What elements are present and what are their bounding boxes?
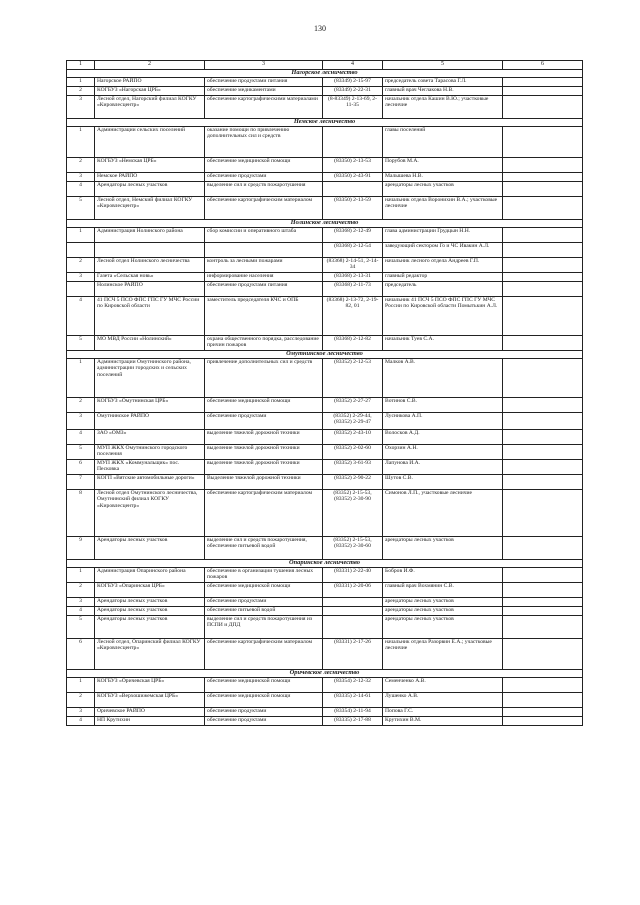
notes-cell xyxy=(503,359,583,398)
header-col-1: 1 xyxy=(67,61,95,70)
notes-cell xyxy=(503,445,583,460)
function-cell: контроль за лесными пожарами xyxy=(205,258,323,273)
phone-cell: (83350) 2-13-53 xyxy=(323,158,383,173)
section-header-row xyxy=(67,220,583,228)
section-header-row xyxy=(67,70,583,78)
organization-cell: Лесной отдел, Немский филиал КОГКУ «Кировлесцентр» xyxy=(95,197,205,220)
function-cell: обеспечение картографическим материалом xyxy=(205,197,323,220)
function-cell: сбор комиссии и оперативного штаба xyxy=(205,228,323,243)
function-cell: выделение сил и средств пожаротушения из ПСПИ и ДПД xyxy=(205,616,323,639)
header-col-4: 4 xyxy=(323,61,383,70)
function-cell: обеспечение продуктами xyxy=(205,717,323,726)
table-header xyxy=(67,61,583,70)
row-number-cell: 5 xyxy=(67,616,95,639)
notes-cell xyxy=(503,273,583,282)
organization-cell: Арендаторы лесных участков xyxy=(95,616,205,639)
table-row xyxy=(67,568,583,583)
phone-cell: (83331) 2-22-40 xyxy=(323,568,383,583)
notes-cell xyxy=(503,78,583,87)
organization-cell: МУП ЖКХ «Коммунальщик» пос. Песковка xyxy=(95,460,205,475)
contact-person-cell: председатель совета Тарасова Г.Л. xyxy=(383,78,503,87)
phone-cell: (83352) 3-61-93 xyxy=(323,460,383,475)
row-number-cell: 3 xyxy=(67,708,95,717)
table-row xyxy=(67,583,583,598)
organization-cell: Лесной отдел, Нагорский филиал КОГКУ «Кировлесцентр» xyxy=(95,96,205,119)
notes-cell xyxy=(503,583,583,598)
organization-cell: Лесной отдел Омутнинского лесничества, Омутнинский филиал КОГКУ «Кировлесцентр» xyxy=(95,490,205,537)
phone-cell xyxy=(323,182,383,197)
contact-person-cell: Попова Г.С. xyxy=(383,708,503,717)
notes-cell xyxy=(503,708,583,717)
contact-person-cell: Шутов С.В. xyxy=(383,475,503,490)
contact-person-cell: Охорзин А.Н. xyxy=(383,445,503,460)
notes-cell xyxy=(503,693,583,708)
notes-cell xyxy=(503,336,583,351)
notes-cell xyxy=(503,228,583,243)
phone-cell: (83335) 2-17-88 xyxy=(323,717,383,726)
function-cell: привлечение дополнительных сил и средств xyxy=(205,359,323,398)
organization-cell: МУП ЖКХ Омутнинского городского поселения xyxy=(95,445,205,460)
phone-cell: (83331) 2-20-06 xyxy=(323,583,383,598)
organization-cell: Администрация Опаринского района xyxy=(95,568,205,583)
section-header-row xyxy=(67,670,583,678)
phone-cell: (83352) 2-02-60 xyxy=(323,445,383,460)
organization-cell: КОГБУЗ «Оричевская ЦРБ» xyxy=(95,678,205,693)
row-number-cell: 2 xyxy=(67,258,95,273)
section-header-row xyxy=(67,119,583,127)
notes-cell xyxy=(503,96,583,119)
header-row xyxy=(67,61,583,70)
table-row xyxy=(67,127,583,158)
function-cell: выделение тяжелой дорожной техники xyxy=(205,460,323,475)
phone-cell xyxy=(323,598,383,607)
phone-cell: (83368) 2-12-82 xyxy=(323,336,383,351)
function-cell: обеспечение продуктами xyxy=(205,708,323,717)
function-cell: обеспечение питьевой водой xyxy=(205,607,323,616)
contacts-table-container xyxy=(66,60,582,726)
contact-person-cell: председатель xyxy=(383,282,503,297)
function-cell: обеспечение картографическим материалом xyxy=(205,639,323,670)
table-row xyxy=(67,78,583,87)
row-number-cell: 8 xyxy=(67,490,95,537)
row-number-cell: 2 xyxy=(67,693,95,708)
phone-cell: (83368) 2-13-72, 2-19-82, 01 xyxy=(323,297,383,336)
phone-cell: (83368) 2-11-73 xyxy=(323,282,383,297)
phone-cell: (83349) 2-22-31 xyxy=(323,87,383,96)
organization-cell: Администрации сельских поселений xyxy=(95,127,205,158)
organization-cell: Омутнинское РАЙПО xyxy=(95,413,205,430)
function-cell: обеспечение продуктами питания xyxy=(205,78,323,87)
table-row xyxy=(67,537,583,560)
row-number-cell: 5 xyxy=(67,197,95,220)
function-cell: обеспечение в организации тушения лесных пожаров xyxy=(205,568,323,583)
notes-cell xyxy=(503,717,583,726)
table-row xyxy=(67,96,583,119)
organization-cell: Администрации Омутнинского района, администрации городских и сельских поселений xyxy=(95,359,205,398)
notes-cell xyxy=(503,173,583,182)
row-number-cell: 2 xyxy=(67,398,95,413)
notes-cell xyxy=(503,475,583,490)
row-number-cell xyxy=(67,243,95,258)
function-cell: информирование населения xyxy=(205,273,323,282)
table-row xyxy=(67,282,583,297)
section-header-row xyxy=(67,560,583,568)
organization-cell: КОГБУЗ «Омутнинская ЦРБ» xyxy=(95,398,205,413)
table-row xyxy=(67,616,583,639)
function-cell: обеспечение медицинской помощи xyxy=(205,693,323,708)
function-cell: обеспечение медицинской помощи xyxy=(205,398,323,413)
table-row xyxy=(67,708,583,717)
function-cell: обеспечение медикаментами xyxy=(205,87,323,96)
row-number-cell: 2 xyxy=(67,87,95,96)
contact-person-cell: арендаторы лесных участков xyxy=(383,598,503,607)
row-number-cell: 5 xyxy=(67,445,95,460)
notes-cell xyxy=(503,598,583,607)
row-number-cell: 1 xyxy=(67,127,95,158)
phone-cell: (83352) 2-27-27 xyxy=(323,398,383,413)
organization-cell xyxy=(95,243,205,258)
notes-cell xyxy=(503,398,583,413)
organization-cell: КОГБУЗ «Верхошижемская ЦРБ» xyxy=(95,693,205,708)
contact-person-cell: главный врач Чеглакова Н.В. xyxy=(383,87,503,96)
organization-cell: Немское РАЙПО xyxy=(95,173,205,182)
row-number-cell: 2 xyxy=(67,583,95,598)
function-cell: выделение сил и средств пожаротушения xyxy=(205,182,323,197)
notes-cell xyxy=(503,537,583,560)
notes-cell xyxy=(503,243,583,258)
section-title: Нолинское лесничество xyxy=(67,220,583,228)
contact-person-cell: Семенченко А.В. xyxy=(383,678,503,693)
row-number-cell: 1 xyxy=(67,678,95,693)
contact-person-cell: арендаторы лесных участков xyxy=(383,182,503,197)
table-row xyxy=(67,87,583,96)
contact-person-cell: Волосков А.Д. xyxy=(383,430,503,445)
table-row xyxy=(67,297,583,336)
phone-cell xyxy=(323,616,383,639)
function-cell: обеспечение медицинской помощи xyxy=(205,678,323,693)
row-number-cell: 1 xyxy=(67,228,95,243)
section-header-row xyxy=(67,351,583,359)
function-cell: заместитель председателя КЧС и ОПБ xyxy=(205,297,323,336)
table-row xyxy=(67,445,583,460)
row-number-cell: 4 xyxy=(67,607,95,616)
organization-cell: Администрация Нолинского района xyxy=(95,228,205,243)
row-number-cell: 3 xyxy=(67,173,95,182)
header-col-5: 5 xyxy=(383,61,503,70)
row-number-cell: 3 xyxy=(67,96,95,119)
phone-cell: (83354) 2-11-94 xyxy=(323,708,383,717)
table-row xyxy=(67,607,583,616)
function-cell xyxy=(205,243,323,258)
phone-cell: (8-83349) 2-13-69, 2-11-35 xyxy=(323,96,383,119)
phone-cell: (83350) 2-43-91 xyxy=(323,173,383,182)
organization-cell: КОГП «Вятские автомобильные дороги» xyxy=(95,475,205,490)
phone-cell: (83352) 2-15-53, (83352) 2-30-90 xyxy=(323,490,383,537)
contact-person-cell: Вотинов С.В. xyxy=(383,398,503,413)
table-row xyxy=(67,598,583,607)
organization-cell: Нагорское РАЙПО xyxy=(95,78,205,87)
notes-cell xyxy=(503,430,583,445)
organization-cell: ЗАО «ОМЗ» xyxy=(95,430,205,445)
notes-cell xyxy=(503,413,583,430)
function-cell: обеспечение продуктами xyxy=(205,173,323,182)
phone-cell: (83350) 2-13-59 xyxy=(323,197,383,220)
organization-cell: Нолинское РАЙПО xyxy=(95,282,205,297)
function-cell: обеспечение медицинской помощи xyxy=(205,158,323,173)
contact-person-cell: начальник отдела Разорвин Е.А.; участковые лесничие xyxy=(383,639,503,670)
contact-person-cell: арендаторы лесных участков xyxy=(383,537,503,560)
row-number-cell: 2 xyxy=(67,158,95,173)
organization-cell: КОГБУЗ «Опаринская ЦРБ» xyxy=(95,583,205,598)
table-body xyxy=(67,70,583,726)
contact-person-cell: главный врач Вохмянин С.В. xyxy=(383,583,503,598)
row-number-cell: 7 xyxy=(67,475,95,490)
table-row xyxy=(67,359,583,398)
row-number-cell: 3 xyxy=(67,598,95,607)
section-title: Немское лесничество xyxy=(67,119,583,127)
table-row xyxy=(67,336,583,351)
notes-cell xyxy=(503,639,583,670)
contact-person-cell: Лушенко А.В. xyxy=(383,693,503,708)
row-number-cell: 1 xyxy=(67,359,95,398)
table-row xyxy=(67,158,583,173)
function-cell: оказание помощи по привлечению дополнительных сил и средств xyxy=(205,127,323,158)
function-cell: Выделение тяжелой дорожной техники xyxy=(205,475,323,490)
organization-cell: НП Крутихин xyxy=(95,717,205,726)
notes-cell xyxy=(503,460,583,475)
contact-person-cell: начальник отдела Кашин В.Ю.; участковые лесничие xyxy=(383,96,503,119)
table-row xyxy=(67,243,583,258)
phone-cell: (83349) 2-15-97 xyxy=(323,78,383,87)
notes-cell xyxy=(503,258,583,273)
notes-cell xyxy=(503,282,583,297)
organization-cell: Газета «Сельская новь» xyxy=(95,273,205,282)
table-row xyxy=(67,413,583,430)
table-row xyxy=(67,228,583,243)
phone-cell: (83352) 2-12-53 xyxy=(323,359,383,398)
phone-cell: (83368) 2-12-54 xyxy=(323,243,383,258)
contact-person-cell: Бобров И.Ф. xyxy=(383,568,503,583)
organization-cell: МО МВД России «Нолинский» xyxy=(95,336,205,351)
table-row xyxy=(67,475,583,490)
contact-person-cell: Крутихин В.М. xyxy=(383,717,503,726)
contact-person-cell: Лусникова А.П. xyxy=(383,413,503,430)
contact-person-cell: начальник лесного отдела Андреев Г.П. xyxy=(383,258,503,273)
notes-cell xyxy=(503,490,583,537)
row-number-cell: 6 xyxy=(67,460,95,475)
table-row xyxy=(67,460,583,475)
contact-person-cell: Симонов Л.П., участковые лесничие xyxy=(383,490,503,537)
contact-person-cell: глава администрации Грудцын Н.Н. xyxy=(383,228,503,243)
function-cell: обеспечение продуктами xyxy=(205,598,323,607)
phone-cell: (83354) 2-12-32 xyxy=(323,678,383,693)
header-col-2: 2 xyxy=(95,61,205,70)
notes-cell xyxy=(503,678,583,693)
table-row xyxy=(67,258,583,273)
notes-cell xyxy=(503,158,583,173)
notes-cell xyxy=(503,182,583,197)
section-title: Омутнинское лесничество xyxy=(67,351,583,359)
organization-cell: КОГБУЗ «Немская ЦРБ» xyxy=(95,158,205,173)
function-cell: выделение тяжелой дорожной техники xyxy=(205,430,323,445)
row-number-cell: 5 xyxy=(67,336,95,351)
phone-cell: (83335) 2-14-61 xyxy=(323,693,383,708)
notes-cell xyxy=(503,127,583,158)
section-title: Опаринское лесничество xyxy=(67,560,583,568)
table-row xyxy=(67,430,583,445)
page-number: 130 xyxy=(314,24,326,33)
phone-cell: (83368) 2-12-49 xyxy=(323,228,383,243)
table-row xyxy=(67,490,583,537)
notes-cell xyxy=(503,616,583,639)
row-number-cell: 6 xyxy=(67,639,95,670)
phone-cell: (83352) 2-90-22 xyxy=(323,475,383,490)
contact-person-cell: арендаторы лесных участков xyxy=(383,607,503,616)
phone-cell: (83331) 2-17-26 xyxy=(323,639,383,670)
row-number-cell: 4 xyxy=(67,297,95,336)
contact-person-cell: главы поселений xyxy=(383,127,503,158)
contact-person-cell: начальник Туев С.А. xyxy=(383,336,503,351)
contact-person-cell: заведующий сектором Го и ЧС Ивакин А.Л. xyxy=(383,243,503,258)
phone-cell: (83352) 2-15-53, (83352) 2-30-60 xyxy=(323,537,383,560)
contact-person-cell: Малков А.В. xyxy=(383,359,503,398)
function-cell: обеспечение картографическим материалом xyxy=(205,490,323,537)
row-number-cell: 3 xyxy=(67,413,95,430)
organization-cell: Лесной отдел Нолинского лесничества xyxy=(95,258,205,273)
phone-cell xyxy=(323,607,383,616)
row-number-cell: 3 xyxy=(67,273,95,282)
table-row xyxy=(67,693,583,708)
table-row xyxy=(67,173,583,182)
table-row xyxy=(67,197,583,220)
row-number-cell: 4 xyxy=(67,430,95,445)
contact-person-cell: главный редактор xyxy=(383,273,503,282)
organization-cell: Оричевское РАЙПО xyxy=(95,708,205,717)
notes-cell xyxy=(503,197,583,220)
organization-cell: Арендаторы лесных участков xyxy=(95,537,205,560)
function-cell: обеспечение картографическими материалами xyxy=(205,96,323,119)
contact-person-cell: начальник 41 ПСЧ 5 ПСО ФПС ГПС ГУ МЧС России по Кировской области Помытькин А.Л. xyxy=(383,297,503,336)
function-cell: обеспечение медицинской помощи xyxy=(205,583,323,598)
organization-cell: Арендаторы лесных участков xyxy=(95,598,205,607)
phone-cell: (83368) 2-14-51, 2-14-34 xyxy=(323,258,383,273)
table-row xyxy=(67,182,583,197)
function-cell: выделение сил и средств пожаротушения, обеспечение питьевой водой xyxy=(205,537,323,560)
contact-person-cell: Лапунова И.А. xyxy=(383,460,503,475)
notes-cell xyxy=(503,297,583,336)
function-cell: обеспечение продуктами xyxy=(205,413,323,430)
function-cell: выделение тяжелой дорожной техники xyxy=(205,445,323,460)
phone-cell: (83352) 2-29-44, (83352) 2-29-47 xyxy=(323,413,383,430)
contact-person-cell: Порубов М.А. xyxy=(383,158,503,173)
organization-cell: Лесной отдел, Опаринский филиал КОГКУ «Кировлесцентр» xyxy=(95,639,205,670)
section-title: Оричевское лесничество xyxy=(67,670,583,678)
contact-person-cell: Малышева Н.В. xyxy=(383,173,503,182)
notes-cell xyxy=(503,87,583,96)
function-cell: обеспечение продуктами питания xyxy=(205,282,323,297)
table-row xyxy=(67,398,583,413)
contact-person-cell: арендаторы лесных участков xyxy=(383,616,503,639)
header-col-3: 3 xyxy=(205,61,323,70)
row-number-cell: 9 xyxy=(67,537,95,560)
row-number-cell: 1 xyxy=(67,78,95,87)
phone-cell: (83352) 2-43-10 xyxy=(323,430,383,445)
contact-person-cell: начальник отдела Воронихин В.А.; участковые лесничие xyxy=(383,197,503,220)
table-row xyxy=(67,717,583,726)
notes-cell xyxy=(503,607,583,616)
row-number-cell: 4 xyxy=(67,717,95,726)
phone-cell xyxy=(323,127,383,158)
organization-cell: КОГБУЗ «Нагорская ЦРБ» xyxy=(95,87,205,96)
function-cell: охрана общественного порядка, расследование причин пожаров xyxy=(205,336,323,351)
section-title: Нагорское лесничество xyxy=(67,70,583,78)
organization-cell: Арендаторы лесных участков xyxy=(95,182,205,197)
table-row xyxy=(67,639,583,670)
header-col-6: 6 xyxy=(503,61,583,70)
organization-cell: Арендаторы лесных участков xyxy=(95,607,205,616)
phone-cell: (83368) 2-13-31 xyxy=(323,273,383,282)
table-row xyxy=(67,678,583,693)
organization-cell: 41 ПСЧ 5 ПСО ФПС ГПС ГУ МЧС России по Кировской области xyxy=(95,297,205,336)
notes-cell xyxy=(503,568,583,583)
row-number-cell: 4 xyxy=(67,182,95,197)
row-number-cell: 1 xyxy=(67,568,95,583)
row-number-cell xyxy=(67,282,95,297)
contacts-table xyxy=(66,60,583,726)
table-row xyxy=(67,273,583,282)
